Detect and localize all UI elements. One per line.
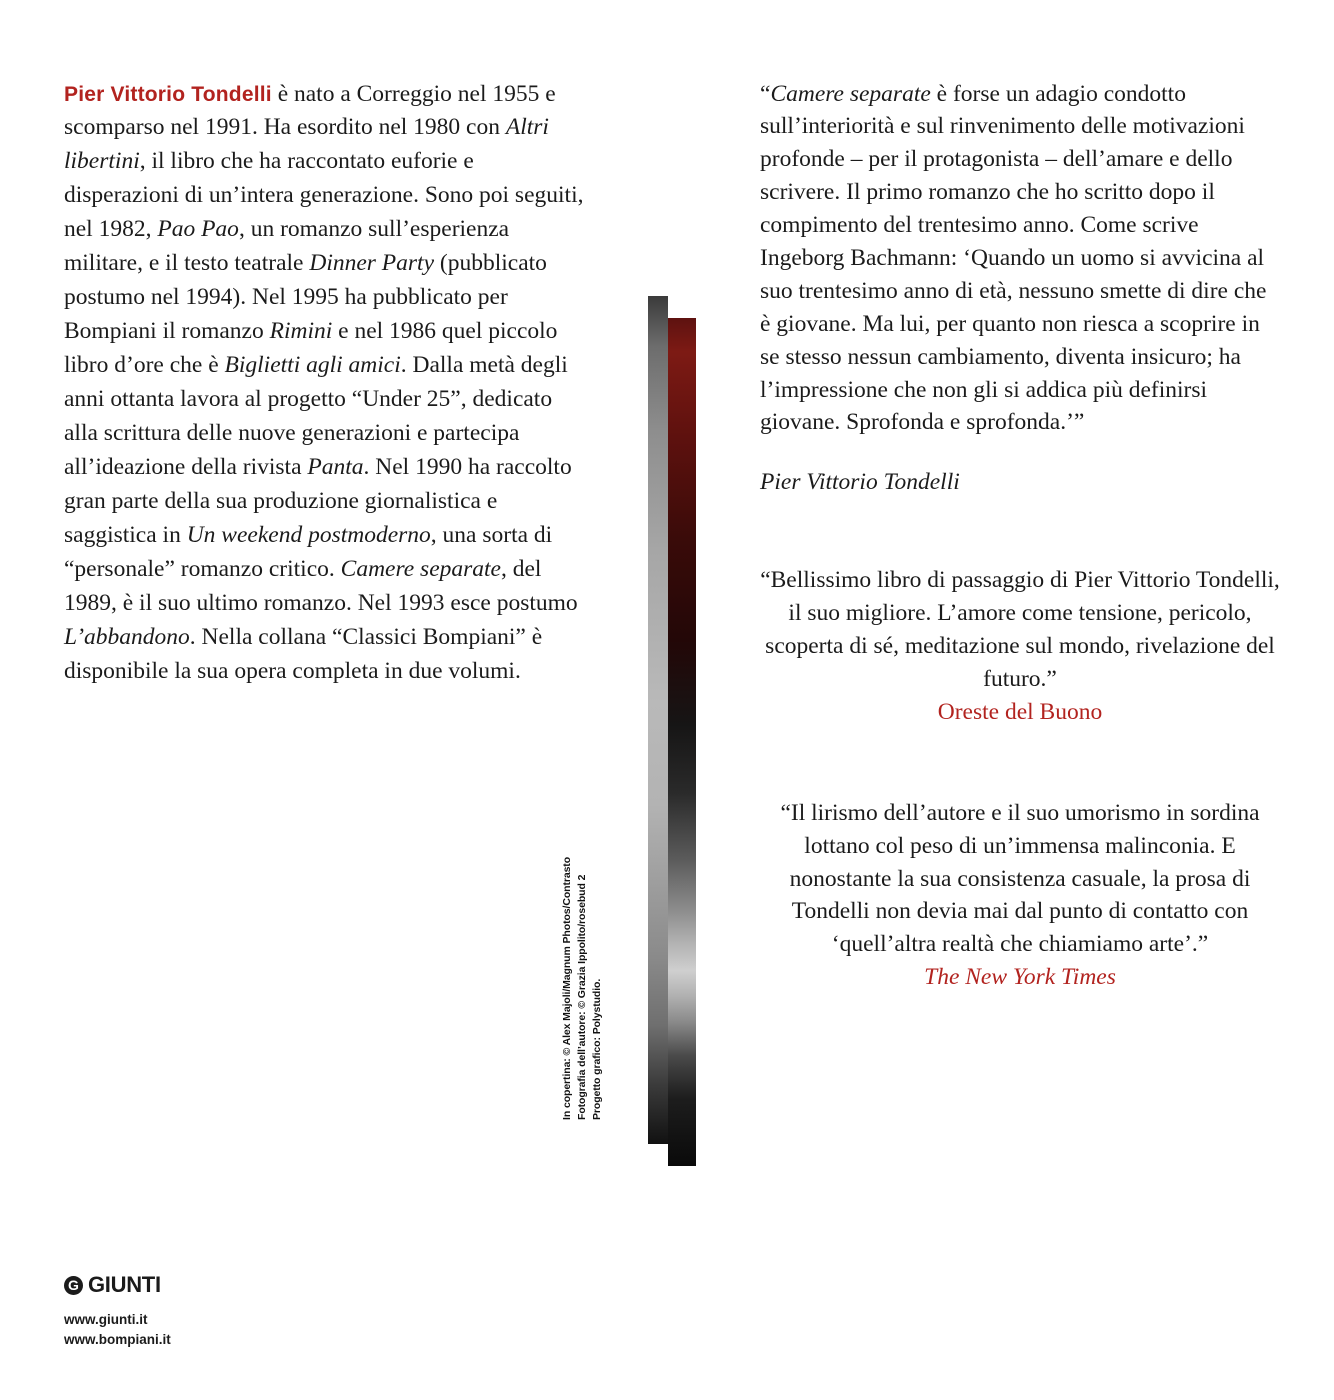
text-run-1: Camere separate [770,80,931,107]
text-run-7: Rimini [269,318,333,345]
blurb-1 [760,564,1280,728]
back-cover-column [64,54,584,712]
cover-credits [560,856,606,1120]
bio-text [64,81,583,684]
blurb-2-text: “Il lirismo dell’autore e il suo umorismo in sordina lottano col peso di un’immensa malinconia. E nonostante la sua consistenza casuale, la prosa di Tondelli non devia mai dal punto di contatto con ‘quell’altra realtà che chiamiamo arte’.” [780,799,1260,958]
flap-column [760,54,1280,994]
url-giunti[interactable]: www.giunti.it [64,1312,148,1327]
blurb-1-source: Oreste del Buono [937,698,1103,725]
url-bompiani[interactable]: www.bompiani.it [64,1331,171,1347]
blurb-2-source: The New York Times [924,964,1116,991]
text-run-4: , un romanzo sull’esperienza militare, e il testo teatrale [64,216,510,277]
text-run-0: “ [760,80,771,107]
text-run-3: Pao Pao [157,216,239,243]
text-run-2: , il libro che ha raccontato euforie e disperazioni di un’intera generazione. Sono poi seguiti, nel 1982, [64,148,584,243]
text-run-13: Un weekend postmoderno [186,521,431,548]
spine-image-right-band [668,318,696,1166]
text-run-10: . Dalla metà degli anni ottanta lavora al progetto “Under 25”, dedicato alla scrittura delle nuove generazioni e partecipa all’ideazione della rivista [64,352,568,480]
text-run-2: è forse un adagio condotto sull’interiorità e sul rinvenimento delle motivazioni profonde – per il protagonista – dell’amare e dello scrivere. Il primo romanzo che ho scritto dopo il compimento del trentesimo anno. Come scrive Ingeborg Bachmann: ‘Quando un uomo si avvicina al suo trentesimo anno di età, nessuno smette di dire che è giovane. Ma lui, per quanto non riesca a scoprire in se stesso nessun cambiamento, diventa insicuro; ha l’impressione che non gli si addica più definirsi giovane. Sprofonda e sprofonda.’” [760,80,1267,436]
text-run-18: . Nella collana “Classici Bompiani” è disponibile la sua opera completa in due volumi. [64,623,543,684]
spine-image [648,296,696,1144]
spine-image-left-band [648,296,668,1144]
text-run-11: Panta [307,453,364,480]
text-run-5: Dinner Party [309,250,435,277]
credit-line-graphic-design: Progetto grafico: Polystudio. [591,978,604,1120]
publisher-urls [64,1310,171,1349]
text-run-15: Camere separate [340,555,501,582]
blurb-2 [760,797,1280,994]
text-run-16: , del 1989, è il suo ultimo romanzo. Nel 1993 esce postumo [64,555,578,616]
credit-line-cover-photo: In copertina: © Alex Majoli/Magnum Photos/Contrasto [561,856,573,1120]
blurb-1-text: “Bellissimo libro di passaggio di Pier Vittorio Tondelli, il suo migliore. L’amore come tensione, pericolo, scoperta di sé, meditazione sul mondo, rivelazione del futuro.” [760,567,1280,692]
text-run-12: . Nel 1990 ha raccolto gran parte della sua produzione giornalistica e saggistica in [64,453,572,548]
giunti-circle-icon: G [64,1276,83,1295]
text-run-6: (pubblicato postumo nel 1994). Nel 1995 ha pubblicato per Bompiani il romanzo [64,250,547,345]
text-run-14: , una sorta di “personale” romanzo critico. [64,521,553,582]
author-name: Pier Vittorio Tondelli [64,82,272,106]
author-quote-attribution: Pier Vittorio Tondelli [760,469,960,496]
text-run-9: Biglietti agli amici [224,352,401,379]
author-biography [64,78,584,689]
publisher-block [64,1272,171,1349]
publisher-logo [64,1272,171,1298]
text-run-8: e nel 1986 quel piccolo libro d’ore che è [64,318,558,379]
publisher-name: GIUNTI [88,1272,161,1297]
text-run-17: L’abbandono [64,623,190,650]
text-run-0: è nato a Correggio nel 1955 e scomparso nel 1991. Ha esordito nel 1980 con [64,80,556,141]
text-run-1: Altri libertini [64,114,549,175]
credit-line-author-photo: Fotografia dell’autore: © Grazia Ippolito/rosebud 2 [576,874,589,1120]
author-quote [760,78,1280,440]
